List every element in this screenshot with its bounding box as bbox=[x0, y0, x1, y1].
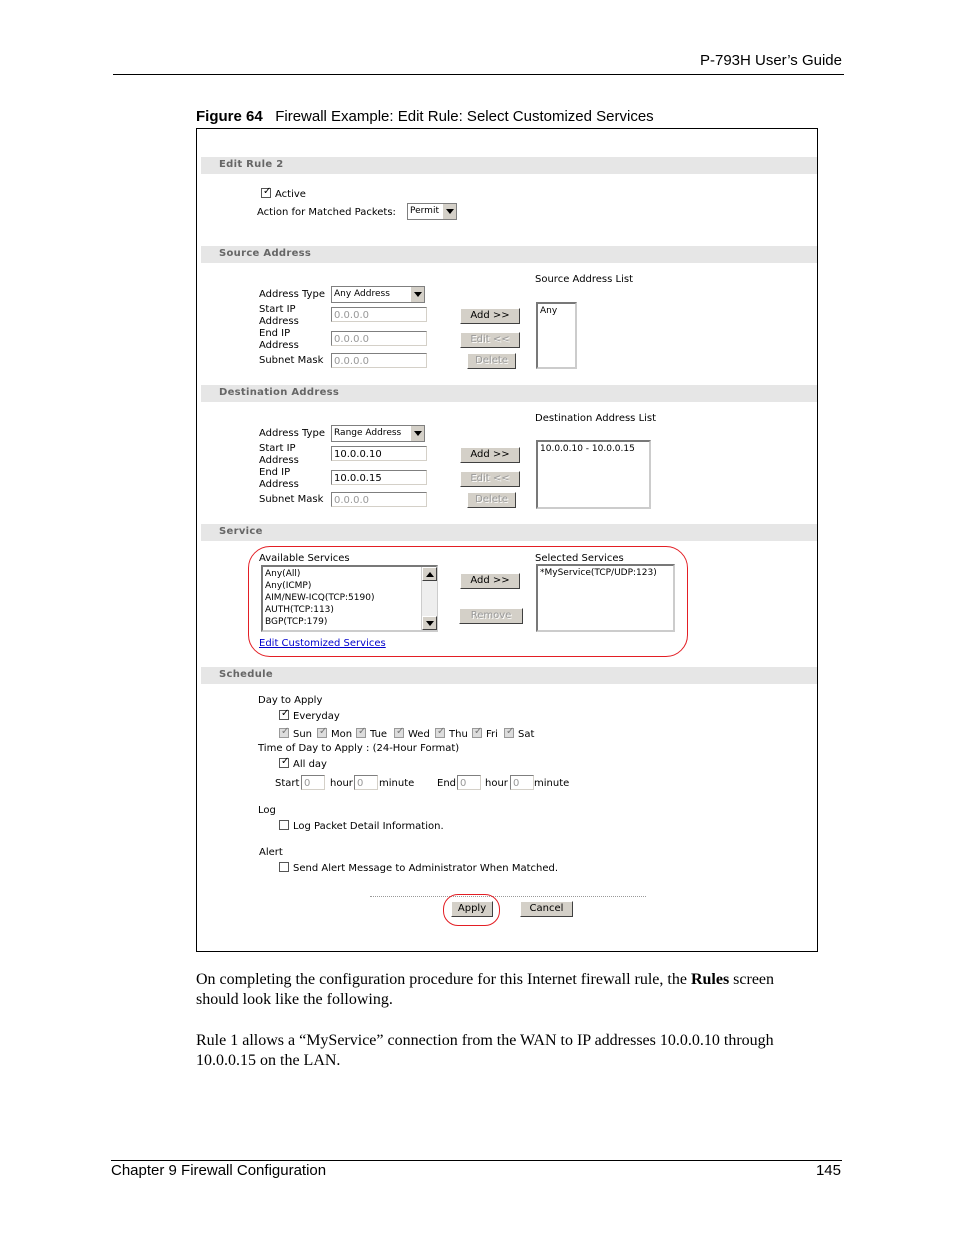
day-sun-label: Sun bbox=[293, 729, 313, 740]
section-heading: Source Address bbox=[219, 248, 312, 259]
source-address-type-value: Any Address bbox=[334, 289, 390, 299]
firewall-edit-rule-screen bbox=[196, 128, 818, 952]
end-minute-label: minute bbox=[534, 778, 570, 789]
destination-start-ip-label-1: Start IP bbox=[259, 443, 296, 454]
chevron-down-icon bbox=[410, 287, 424, 302]
everyday-checkbox[interactable]: ✓ bbox=[281, 708, 290, 719]
destination-edit-button[interactable]: Edit << bbox=[460, 471, 520, 487]
paragraph-2 bbox=[196, 1031, 821, 1071]
section-edit-rule bbox=[201, 156, 817, 174]
end-hour-input[interactable]: 0 bbox=[457, 775, 481, 790]
alert-option-label: Send Alert Message to Administrator When Matched. bbox=[293, 863, 559, 874]
destination-delete-button[interactable]: Delete bbox=[467, 492, 516, 508]
day-mon-checkbox[interactable]: ✓ bbox=[319, 726, 328, 737]
apply-button[interactable]: Apply bbox=[451, 901, 493, 917]
alert-heading: Alert bbox=[259, 847, 283, 858]
selected-services-label: Selected Services bbox=[535, 553, 624, 564]
day-wed-label: Wed bbox=[408, 729, 430, 740]
footer-chapter: Chapter 9 Firewall Configuration bbox=[111, 1162, 327, 1179]
p1-line-2: should look like the following. bbox=[196, 991, 393, 1008]
service-add-button[interactable]: Add >> bbox=[460, 573, 520, 589]
action-select-value: Permit bbox=[410, 206, 439, 216]
scroll-up-icon[interactable] bbox=[422, 567, 437, 581]
guide-title: P-793H User’s Guide bbox=[699, 52, 842, 69]
footer-rule bbox=[111, 1160, 842, 1161]
available-services-list[interactable] bbox=[261, 565, 438, 632]
destination-address-list[interactable] bbox=[536, 440, 651, 509]
day-tue-label: Tue bbox=[370, 729, 388, 740]
source-subnet-label: Subnet Mask bbox=[259, 355, 324, 366]
p1-text-before: On completing the configuration procedure for this Internet firewall rule, the bbox=[196, 971, 691, 988]
divider bbox=[370, 896, 646, 897]
service-remove-button[interactable]: Remove bbox=[459, 608, 523, 624]
section-heading: Edit Rule 2 bbox=[219, 159, 284, 170]
figure-title: Firewall Example: Edit Rule: Select Customized Services bbox=[275, 108, 654, 125]
day-thu-label: Thu bbox=[449, 729, 468, 740]
destination-subnet-input[interactable]: 0.0.0.0 bbox=[331, 492, 427, 507]
destination-end-ip-label-2: Address bbox=[259, 479, 299, 490]
figure-label: Figure 64 bbox=[196, 108, 263, 125]
active-label: Active bbox=[275, 189, 306, 200]
day-wed-checkbox[interactable]: ✓ bbox=[396, 726, 405, 737]
destination-add-button[interactable]: Add >> bbox=[460, 447, 520, 463]
p2-line-2: 10.0.0.15 on the LAN. bbox=[196, 1052, 341, 1069]
section-source-address bbox=[201, 245, 817, 263]
destination-subnet-label: Subnet Mask bbox=[259, 494, 324, 505]
section-service bbox=[201, 523, 817, 541]
source-start-ip-label-2: Address bbox=[259, 316, 299, 327]
p1-rules-bold: Rules bbox=[690, 971, 730, 988]
section-schedule bbox=[201, 666, 817, 684]
day-sat-label: Sat bbox=[518, 729, 535, 740]
available-services-label: Available Services bbox=[259, 553, 350, 564]
p2-line-1: Rule 1 allows a “MyService” connection from the WAN to IP addresses 10.0.0.10 through bbox=[196, 1032, 774, 1049]
log-option-label: Log Packet Detail Information. bbox=[293, 821, 444, 832]
end-minute-input[interactable]: 0 bbox=[510, 775, 534, 790]
destination-end-ip-label-1: End IP bbox=[259, 467, 291, 478]
source-end-ip-input[interactable]: 0.0.0.0 bbox=[331, 331, 427, 346]
source-address-type-select[interactable] bbox=[331, 286, 425, 303]
section-heading: Destination Address bbox=[219, 387, 340, 398]
source-list-label: Source Address List bbox=[535, 274, 634, 285]
list-item[interactable]: BGP(TCP:179) bbox=[265, 617, 328, 627]
p1-text-after: screen bbox=[729, 971, 775, 988]
list-item[interactable]: Any(ICMP) bbox=[265, 581, 312, 591]
log-checkbox[interactable] bbox=[279, 820, 289, 830]
source-add-button[interactable]: Add >> bbox=[460, 308, 520, 324]
figure-caption bbox=[196, 108, 654, 125]
source-address-type-label: Address Type bbox=[259, 289, 325, 300]
destination-list-label: Destination Address List bbox=[535, 413, 657, 424]
end-hour-label: hour bbox=[485, 778, 508, 789]
header-rule bbox=[113, 74, 844, 75]
section-destination-address bbox=[201, 384, 817, 402]
source-subnet-input[interactable]: 0.0.0.0 bbox=[331, 353, 427, 368]
destination-address-type-value: Range Address bbox=[334, 428, 402, 438]
start-hour-label: hour bbox=[330, 778, 353, 789]
day-fri-label: Fri bbox=[486, 729, 498, 740]
start-label: Start bbox=[275, 778, 300, 789]
source-end-ip-label-2: Address bbox=[259, 340, 299, 351]
chevron-down-icon bbox=[442, 204, 456, 219]
section-heading: Service bbox=[219, 526, 263, 537]
source-delete-button[interactable]: Delete bbox=[467, 353, 516, 369]
available-services-scrollbar[interactable] bbox=[421, 567, 437, 630]
chevron-down-icon bbox=[410, 426, 424, 441]
day-sat-checkbox[interactable]: ✓ bbox=[506, 726, 515, 737]
cancel-button[interactable]: Cancel bbox=[520, 901, 573, 917]
day-thu-checkbox[interactable]: ✓ bbox=[437, 726, 446, 737]
destination-address-type-select[interactable] bbox=[331, 425, 425, 442]
start-minute-label: minute bbox=[379, 778, 415, 789]
all-day-label: All day bbox=[293, 759, 327, 770]
source-address-list[interactable] bbox=[536, 302, 577, 369]
paragraph-1 bbox=[196, 970, 821, 1010]
destination-start-ip-label-2: Address bbox=[259, 455, 299, 466]
all-day-checkbox[interactable]: ✓ bbox=[281, 756, 290, 767]
day-tue-checkbox[interactable]: ✓ bbox=[358, 726, 367, 737]
selected-services-list[interactable] bbox=[536, 564, 675, 632]
log-heading: Log bbox=[258, 805, 276, 816]
destination-start-ip-input[interactable]: 10.0.0.10 bbox=[331, 446, 427, 461]
edit-customized-services-link[interactable]: Edit Customized Services bbox=[259, 638, 386, 649]
start-hour-input[interactable]: 0 bbox=[301, 775, 325, 790]
day-fri-checkbox[interactable]: ✓ bbox=[474, 726, 483, 737]
list-item[interactable]: AIM/NEW-ICQ(TCP:5190) bbox=[265, 593, 375, 603]
end-label: End bbox=[437, 778, 457, 789]
day-to-apply-label: Day to Apply bbox=[258, 695, 323, 706]
list-item[interactable]: 10.0.0.10 - 10.0.0.15 bbox=[540, 444, 635, 454]
start-minute-input[interactable]: 0 bbox=[354, 775, 378, 790]
everyday-label: Everyday bbox=[293, 711, 340, 722]
list-item[interactable]: Any bbox=[540, 306, 558, 316]
list-item[interactable]: AUTH(TCP:113) bbox=[265, 605, 334, 615]
action-label: Action for Matched Packets: bbox=[257, 207, 396, 218]
day-sun-checkbox[interactable]: ✓ bbox=[281, 726, 290, 737]
destination-address-type-label: Address Type bbox=[259, 428, 325, 439]
scroll-down-icon[interactable] bbox=[422, 616, 437, 630]
footer-page-number: 145 bbox=[815, 1162, 841, 1179]
alert-checkbox[interactable] bbox=[279, 862, 289, 872]
source-end-ip-label-1: End IP bbox=[259, 328, 291, 339]
day-mon-label: Mon bbox=[331, 729, 353, 740]
destination-end-ip-input[interactable]: 10.0.0.15 bbox=[331, 470, 427, 485]
action-select[interactable] bbox=[407, 203, 457, 220]
active-checkbox[interactable]: ✓ bbox=[263, 186, 272, 197]
time-of-day-label: Time of Day to Apply : (24-Hour Format) bbox=[258, 743, 460, 754]
source-edit-button[interactable]: Edit << bbox=[460, 332, 520, 348]
list-item[interactable]: Any(All) bbox=[265, 569, 301, 579]
source-start-ip-label-1: Start IP bbox=[259, 304, 296, 315]
section-heading: Schedule bbox=[219, 669, 273, 680]
list-item[interactable]: *MyService(TCP/UDP:123) bbox=[540, 568, 657, 578]
source-start-ip-input[interactable]: 0.0.0.0 bbox=[331, 307, 427, 322]
